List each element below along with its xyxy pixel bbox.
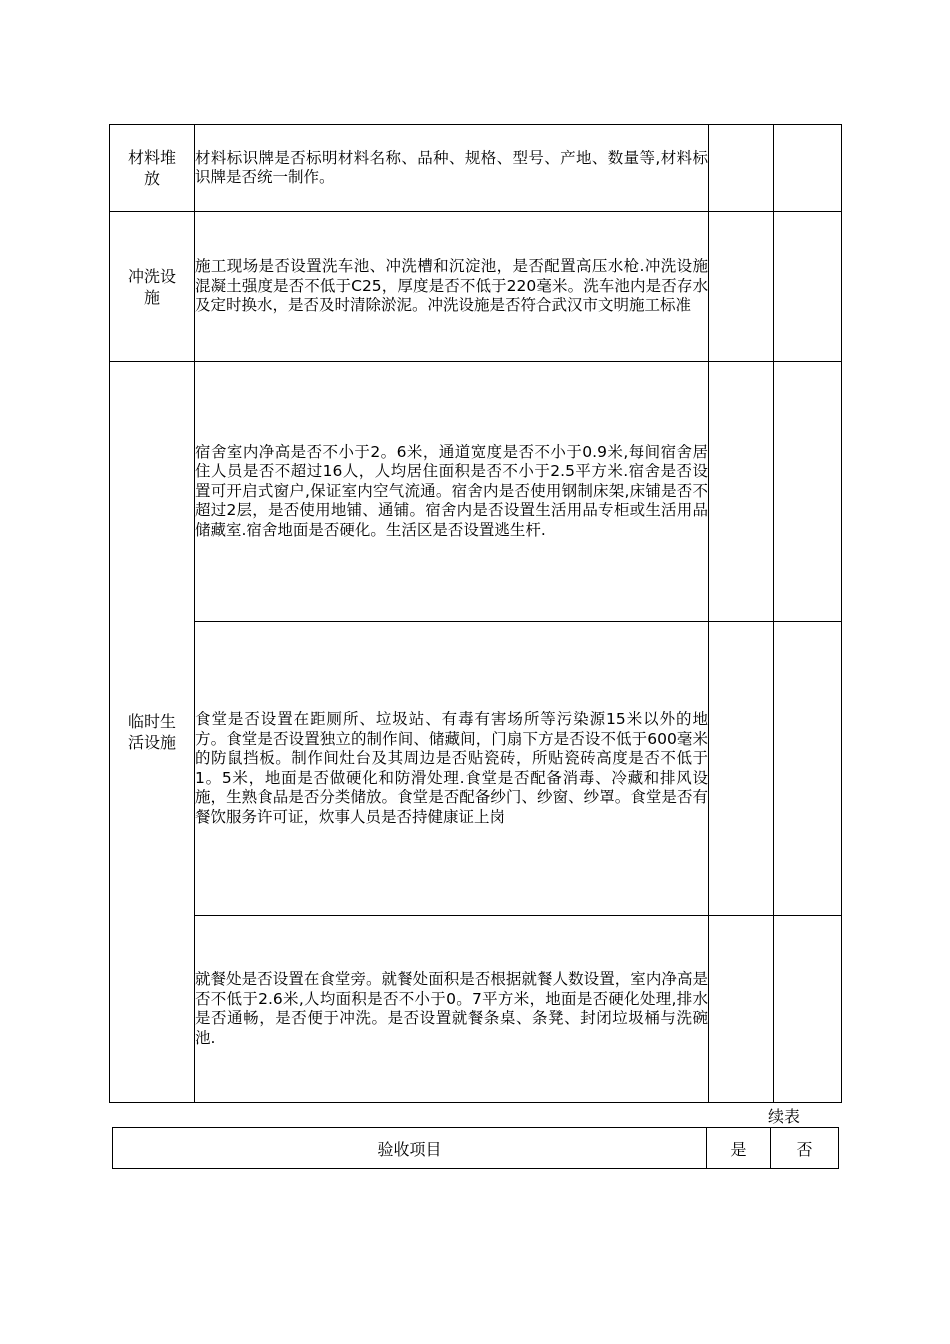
yes-cell[interactable]: [709, 916, 774, 1103]
item-text: 食堂是否设置在距厕所、垃圾站、有毒有害场所等污染源15米以外的地方。食堂是否设置独立的制作间、储藏间，门扇下方是否设不低于600毫米的防鼠挡板。制作间灶台及其周边是否贴瓷砖，所贴瓷砖高度是否不低于1。5米，地面是否做硬化和防滑处理.食堂是否配备消毒、冷藏和排风设施，生熟食品是否分类储放。食堂是否配备纱门、纱窗、纱罩。食堂是否有餐饮服务许可证，炊事人员是否持健康证上岗: [195, 710, 708, 826]
item-cell: [195, 125, 709, 212]
category-label-line: 材料堆: [127, 148, 176, 167]
header-item: 验收项目: [113, 1128, 707, 1169]
yes-cell[interactable]: [709, 212, 774, 362]
category-label-line: 放: [143, 169, 160, 188]
category-label-line: 临时生: [127, 712, 176, 731]
item-cell: [195, 916, 709, 1103]
table-row: [110, 622, 842, 916]
no-cell[interactable]: [774, 212, 842, 362]
header-yes: 是: [707, 1128, 771, 1169]
yes-cell[interactable]: [709, 362, 774, 622]
no-cell[interactable]: [774, 362, 842, 622]
item-text: 施工现场是否设置洗车池、冲洗槽和沉淀池，是否配置高压水枪.冲洗设施混凝土强度是否不低于C25，厚度是否不低于220毫米。洗车池内是否存水及定时换水，是否及时清除淤泥。冲洗设施是否符合武汉市文明施工标准: [195, 257, 708, 315]
inspection-table: [109, 124, 842, 1103]
table-row: [110, 362, 842, 622]
header-table: [112, 1127, 839, 1169]
continued-label: 续表: [768, 1107, 801, 1126]
category-label-line: 活设施: [127, 733, 176, 752]
item-cell: [195, 212, 709, 362]
category-cell: [110, 212, 195, 362]
no-cell[interactable]: [774, 916, 842, 1103]
yes-cell[interactable]: [709, 622, 774, 916]
item-text: 就餐处是否设置在食堂旁。就餐处面积是否根据就餐人数设置，室内净高是否不低于2.6米,人均面积是否不小于0。7平方米，地面是否硬化处理,排水是否通畅，是否便于冲洗。是否设置就餐条桌、条凳、封闭垃圾桶与洗碗池.: [195, 970, 708, 1047]
table-row: [110, 212, 842, 362]
category-label-line: 施: [143, 287, 160, 307]
no-cell[interactable]: [774, 125, 842, 212]
item-text: 宿舍室内净高是否不小于2。6米，通道宽度是否不小于0.9米,每间宿舍居住人员是否不超过16人，人均居住面积是否不小于2.5平方米.宿舍是否设置可开启式窗户,保证室内空气流通。宿舍内是否使用钢制床架,床铺是否不超过2层，是否使用地铺、通铺。宿舍内是否设置生活用品专柜或生活用品储藏室.宿舍地面是否硬化。生活区是否设置逃生杆.: [195, 442, 708, 539]
yes-cell[interactable]: [709, 125, 774, 212]
item-cell: [195, 362, 709, 622]
table-row: [110, 916, 842, 1103]
category-cell: [110, 125, 195, 212]
table-row: [113, 1128, 839, 1169]
table-row: [110, 125, 842, 212]
category-label-line: 冲洗设: [127, 266, 176, 286]
item-text: 材料标识牌是否标明材料名称、品种、规格、型号、产地、数量等,材料标识牌是否统一制作。: [195, 148, 708, 186]
header-no: 否: [771, 1128, 839, 1169]
item-cell: [195, 622, 709, 916]
no-cell[interactable]: [774, 622, 842, 916]
category-cell: [110, 362, 195, 1103]
